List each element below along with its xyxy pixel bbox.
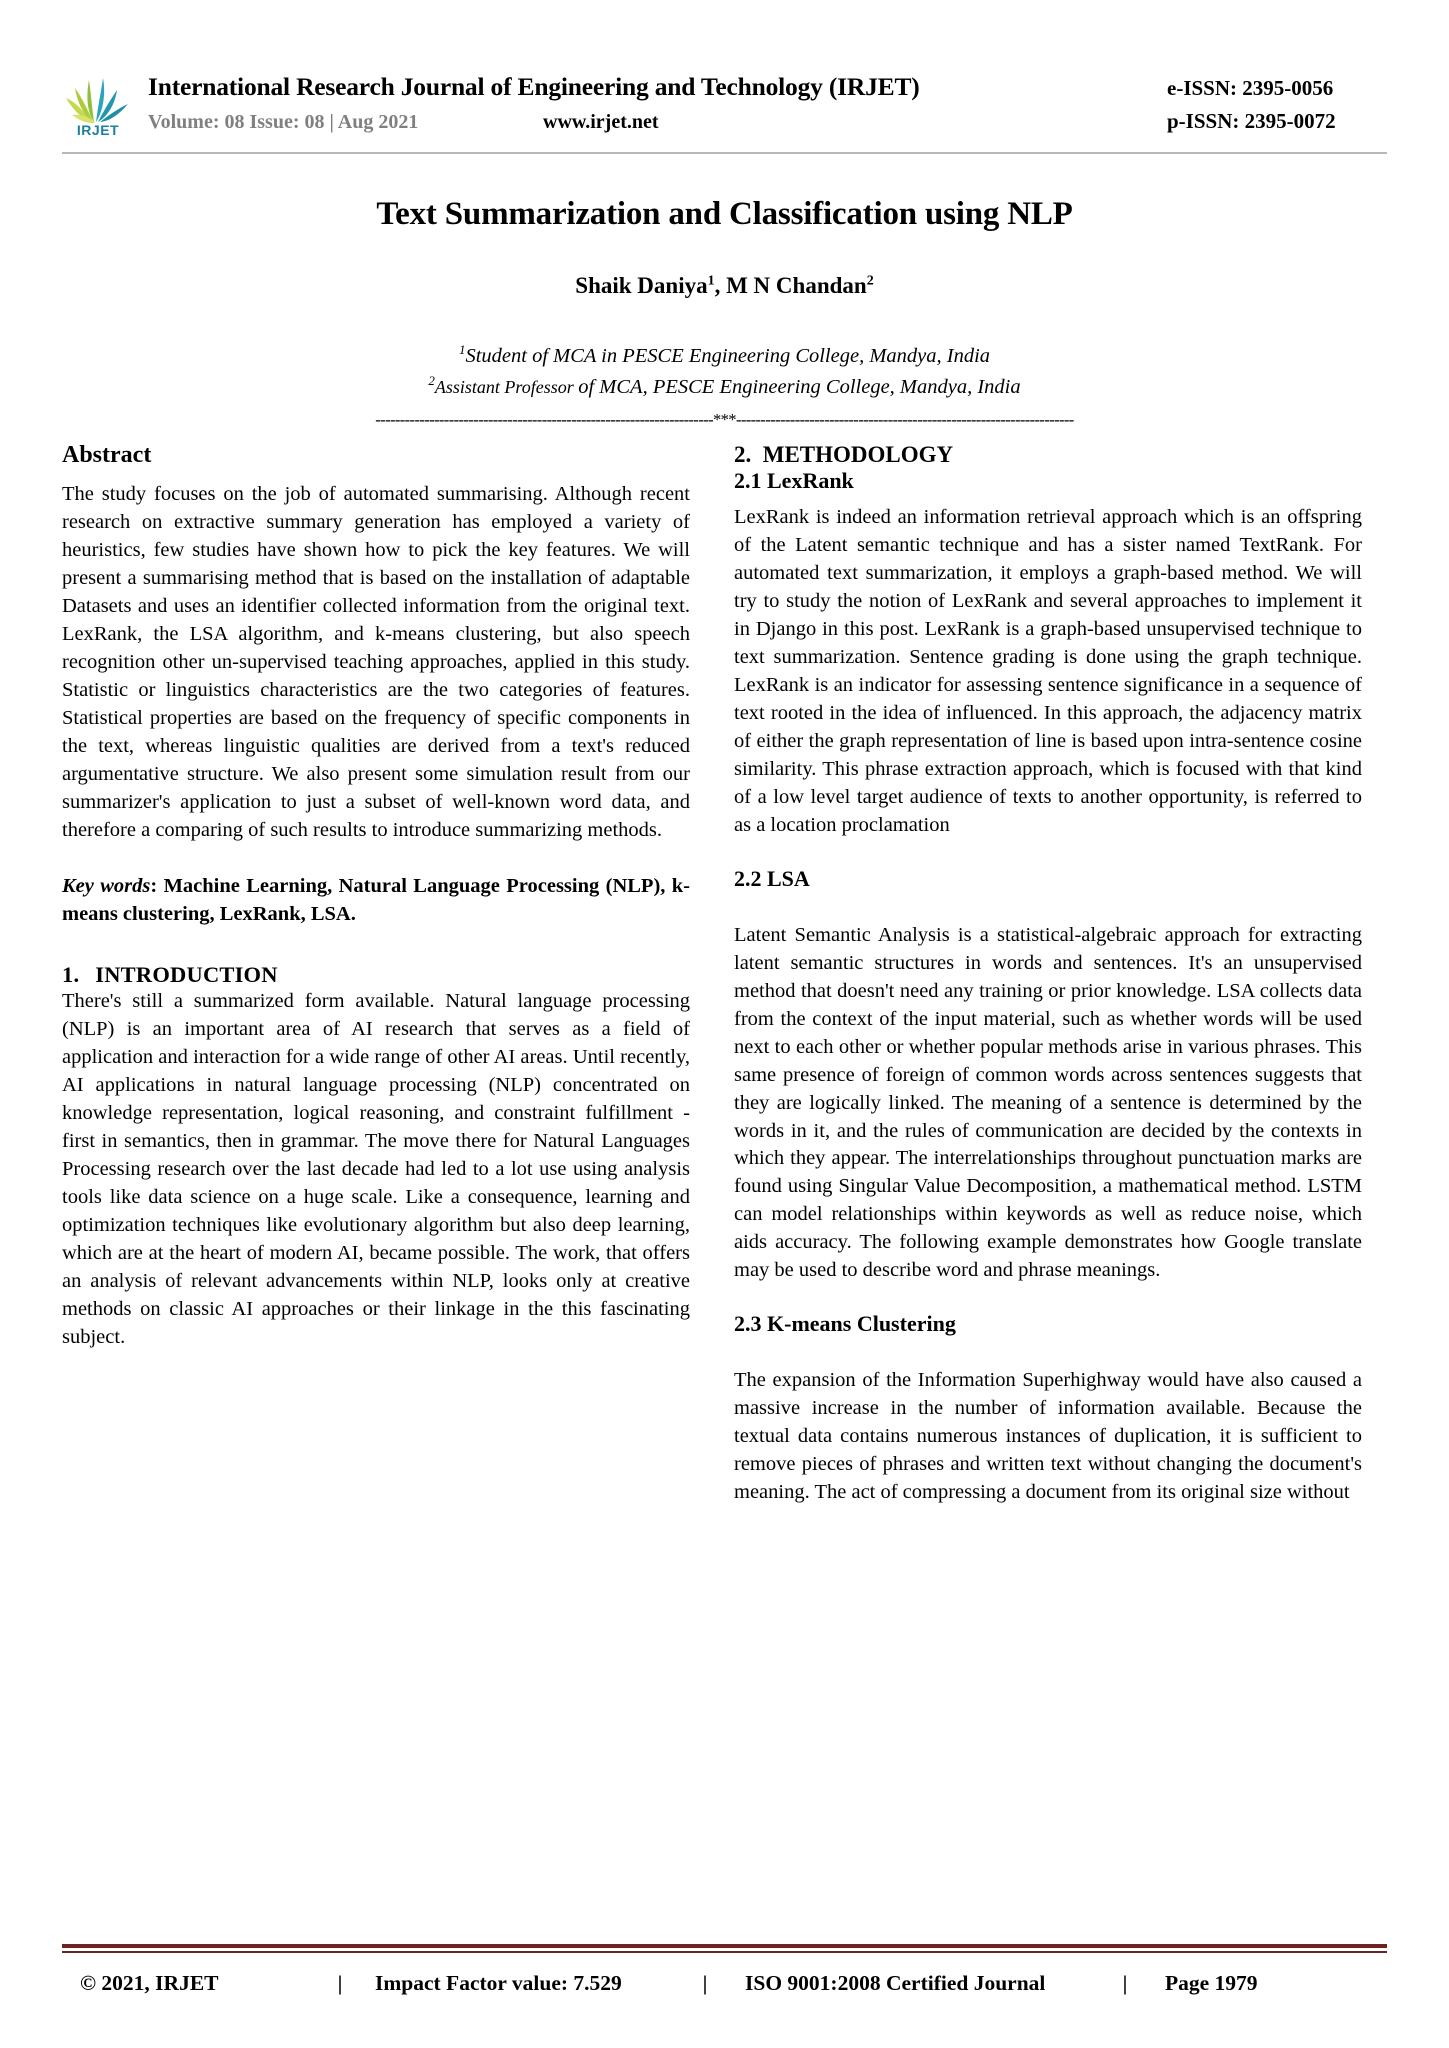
introduction-text: There's still a summarized form available. Natural language processing (NLP) is an important area of AI research that serves as a field of application and interaction for a wide range of other AI areas. Until recently, AI applications in natural language processing (NLP) concentrated on knowledge representation, logical reasoning, and constraint fulfillment - first in semantics, then in grammar. The move there for Natural Languages Processing research over the last decade had led to a lot use using analysis tools like data science on a huge scale. Like a consequence, learning and optimization techniques like evolutionary algorithm but also deep learning, which are at the heart of modern AI, became possible. The work, that offers an analysis of relevant advancements within NLP, looks only at creative methods on classic AI approaches or their linkage in the this fascinating subject. [62, 990, 690, 1349]
footer-rule-thick [62, 1944, 1387, 1948]
affiliation-1 [62, 341, 1387, 372]
footer-rule-thin [62, 1951, 1387, 1953]
journal-masthead [62, 0, 1387, 154]
footer-content [62, 1971, 1387, 1996]
footer-iso-certification: ISO 9001:2008 Certified Journal [745, 1971, 1046, 1995]
author-list [62, 273, 1387, 299]
footer-separator-3: | [1122, 1971, 1128, 1995]
abstract-heading: Abstract [62, 442, 152, 469]
kmeans-heading: 2.3 K-means Clustering [734, 1311, 956, 1337]
footer-separator-1: | [337, 1971, 343, 1995]
affiliation-1-marker: 1 [458, 342, 466, 357]
affiliation-block [62, 341, 1387, 402]
footer-separator-2: | [702, 1971, 708, 1995]
left-column [62, 442, 690, 1507]
lexrank-heading: 2.1 LexRank [734, 468, 854, 494]
volume-issue-date: Volume: 08 Issue: 08 | Aug 2021 [148, 111, 419, 133]
keywords-label: Key words [62, 874, 151, 897]
footer-page-number: Page 1979 [1165, 1971, 1258, 1995]
lsa-heading: 2.2 LSA [734, 865, 810, 891]
author-1-name: Shaik Daniya [575, 273, 708, 298]
methodology-heading [734, 442, 1362, 468]
journal-title: International Research Journal of Engineering and Technology (IRJET) [148, 72, 920, 101]
e-issn: e-ISSN: 2395-0056 [1167, 76, 1334, 100]
keywords-paragraph [62, 873, 690, 929]
right-column [734, 442, 1362, 1507]
lexrank-text: LexRank is indeed an information retrieval approach which is an offspring of the Latent semantic technique and has a sister named TextRank. For automated text summarization, it employs a graph-based method. We will try to study the notion of LexRank and several approaches to implement it in Django in this post. LexRank is a graph-based unsupervised technique to text summarization. Sentence grading is done using the graph technique. LexRank is an indicator for assessing sentence significance in a sequence of text rooted in the idea of influenced. In this approach, the adjacency matrix of either the graph representation of line is based upon intra-sentence cosine similarity. This phrase extraction approach, which is focused with that kind of a low level target audience of texts to another opportunity, is referred to as a location proclamation [734, 506, 1362, 836]
page-title: Text Summarization and Classification using NLP [376, 196, 1073, 232]
keywords-text: : Machine Learning, Natural Language Processing (NLP), k-means clustering, LexRank, LSA. [62, 874, 690, 925]
introduction-heading [62, 962, 690, 988]
affiliation-2-marker: 2 [428, 372, 435, 388]
p-issn: p-ISSN: 2395-0072 [1167, 109, 1336, 133]
author-1-affiliation-marker: 1 [707, 273, 715, 289]
journal-website[interactable]: www.irjet.net [543, 111, 659, 133]
masthead-text-block [148, 72, 1387, 134]
irjet-logo [62, 72, 134, 146]
affiliation-1-text: Student of MCA in PESCE Engineering College, Mandya, India [465, 344, 991, 367]
kmeans-text: The expansion of the Information Superhighway would have also caused a massive increase in the number of information available. Because the textual data contains numerous instances of duplication, it is sufficient to remove pieces of phrases and written text without changing the document's meaning. The act of compressing a document from its original size without [734, 1369, 1362, 1504]
abstract-text: The study focuses on the job of automated summarising. Although recent research on extractive summary generation has employed a variety of heuristics, few studies have shown how to pick the key features. We will present a summarising method that is based on the installation of adaptable Datasets and uses an identifier collected information from the original text. LexRank, the LSA algorithm, and k-means clustering, but also speech recognition other un-supervised teaching approaches, applied in this study. Statistic or linguistics characteristics are the two categories of features. Statistical properties are based on the frequency of specific components in the text, whereas linguistic qualities are derived from a text's reduced argumentative structure. We also present some simulation result from our summarizer's application to just a subset of well-known word data, and therefore a comparing of such results to introduce summarizing methods. [62, 483, 690, 841]
methodology-heading-text: METHODOLOGY [762, 442, 954, 468]
author-2-name: , M N Chandan [714, 273, 867, 298]
lsa-text: Latent Semantic Analysis is a statistical-algebraic approach for extracting latent semantic structures in words and sentences. It's an unsupervised method that doesn't need any training or prior knowledge. LSA collects data from the context of the input material, such as whether words will be used next to each other or whether popular methods arise in various phrases. This same presence of foreign of common words across sentences suggests that they are logically linked. The meaning of a sentence is determined by the words in it, and the rules of communication are decided by the contexts in which they appear. The interrelationships throughout punctuation marks are found using Singular Value Decomposition, a mathematical method. LSTM can model relationships within keywords as well as reduce noise, which aids accuracy. The following example demonstrates how Google translate may be used to describe word and phrase meanings. [734, 923, 1362, 1282]
footer-copyright: © 2021, IRJET [80, 1971, 219, 1995]
fan-leaf-icon [62, 72, 130, 124]
introduction-heading-text: INTRODUCTION [95, 962, 278, 988]
author-2-affiliation-marker: 2 [866, 273, 874, 289]
affiliation-2 [62, 372, 1387, 403]
introduction-number: 1. [62, 962, 80, 988]
section-divider: ---------------------------------------------------------------------***--------------------------------------------------------------------- [375, 412, 1074, 430]
footer-impact-factor: Impact Factor value: 7.529 [375, 1971, 622, 1995]
page-footer [62, 1944, 1387, 1996]
affiliation-2-text: of MCA, PESCE Engineering College, Mandya, India [578, 375, 1021, 398]
affiliation-2-role: Assistant Professor [434, 376, 579, 397]
irjet-logo-text: IRJET [76, 122, 120, 138]
methodology-number: 2. [734, 442, 752, 468]
body-columns [62, 442, 1387, 1507]
